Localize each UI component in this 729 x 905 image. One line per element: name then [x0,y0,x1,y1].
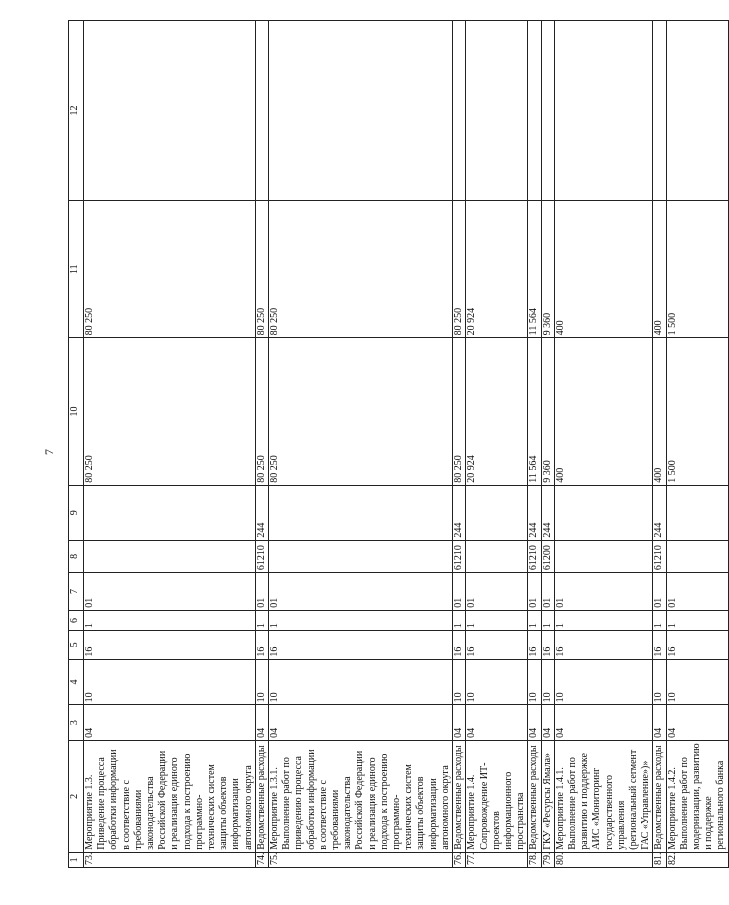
code-3: 04 [541,705,554,741]
amount-10: 20 924 [466,338,528,485]
amount-12 [453,21,466,201]
code-6: 1 [466,610,528,630]
header-cell: 3 [69,705,84,741]
amount-12 [466,21,528,201]
code-5: 16 [528,631,541,659]
code-9: 244 [255,485,268,540]
header-cell: 4 [69,659,84,705]
code-4: 10 [269,659,453,705]
code-9: 244 [541,485,554,540]
code-5: 16 [541,631,554,659]
code-7: 01 [466,573,528,611]
amount-10: 80 250 [453,338,466,485]
code-4: 10 [528,659,541,705]
amount-12 [554,21,653,201]
header-cell: 1 [69,852,84,867]
code-7: 01 [528,573,541,611]
amount-11: 80 250 [453,201,466,338]
header-cell: 2 [69,740,84,852]
header-cell: 7 [69,573,84,611]
table-row [453,21,466,868]
code-9 [84,485,256,540]
amount-12 [269,21,453,201]
code-3: 04 [666,705,728,741]
amount-11: 1 500 [666,201,728,338]
header-cell: 6 [69,610,84,630]
amount-11: 400 [554,201,653,338]
amount-11: 400 [653,201,666,338]
code-4: 10 [666,659,728,705]
code-3: 04 [554,705,653,741]
code-6: 1 [666,610,728,630]
item-name: Мероприятие 1.4.1. Выполнение работ по развитию и поддержке АИС «Мониторинг государственного управления (региональный сегмент ГАС «Управление»)» [554,740,653,852]
code-8 [269,540,453,573]
amount-10: 1 500 [666,338,728,485]
item-name: ГКУ «Ресурсы Ямала» [541,740,554,852]
code-6: 1 [255,610,268,630]
amount-11: 80 250 [255,201,268,338]
item-name: Мероприятие 1.4.2. Выполнение работ по модернизации, развитию и поддержке регионального банка [666,740,728,852]
header-cell: 10 [69,338,84,485]
amount-10: 80 250 [84,338,256,485]
amount-11: 20 924 [466,201,528,338]
code-8 [466,540,528,573]
amount-11: 11 564 [528,201,541,338]
code-5: 16 [255,631,268,659]
amount-10: 11 564 [528,338,541,485]
table-row [653,21,666,868]
code-3: 04 [653,705,666,741]
code-9 [269,485,453,540]
amount-12 [653,21,666,201]
code-5: 16 [466,631,528,659]
code-3: 04 [453,705,466,741]
row-number: 74. [255,852,268,867]
row-number: 75. [269,852,453,867]
amount-11: 80 250 [269,201,453,338]
code-8 [554,540,653,573]
code-8: 61200 [541,540,554,573]
amount-12 [528,21,541,201]
table-row [528,21,541,868]
code-9: 244 [453,485,466,540]
amount-12 [84,21,256,201]
code-8: 61210 [453,540,466,573]
code-9: 244 [528,485,541,540]
item-name: Мероприятие 1.4. Сопровождение ИТ-проектов информационного пространства [466,740,528,852]
code-4: 10 [84,659,256,705]
rotated-table-area [68,20,727,868]
code-7: 01 [255,573,268,611]
table-row [466,21,528,868]
row-number: 77. [466,852,528,867]
code-3: 04 [255,705,268,741]
code-4: 10 [466,659,528,705]
budget-table [68,20,729,868]
code-9 [666,485,728,540]
code-4: 10 [653,659,666,705]
amount-10: 80 250 [255,338,268,485]
code-5: 16 [653,631,666,659]
code-9 [466,485,528,540]
amount-12 [666,21,728,201]
code-3: 04 [466,705,528,741]
code-6: 1 [541,610,554,630]
code-4: 10 [255,659,268,705]
header-cell: 11 [69,201,84,338]
code-5: 16 [554,631,653,659]
amount-10: 80 250 [269,338,453,485]
code-3: 04 [528,705,541,741]
code-7: 01 [653,573,666,611]
code-7: 01 [84,573,256,611]
code-5: 16 [453,631,466,659]
row-number: 76. [453,852,466,867]
code-6: 1 [453,610,466,630]
table-row [554,21,653,868]
code-7: 01 [453,573,466,611]
code-3: 04 [269,705,453,741]
header-cell: 12 [69,21,84,201]
row-number: 79. [541,852,554,867]
header-cell: 8 [69,540,84,573]
amount-12 [255,21,268,201]
header-cell: 5 [69,631,84,659]
row-number: 82. [666,852,728,867]
code-6: 1 [528,610,541,630]
code-6: 1 [554,610,653,630]
code-3: 04 [84,705,256,741]
code-8: 61210 [653,540,666,573]
row-number: 80. [554,852,653,867]
code-6: 1 [269,610,453,630]
header-row [69,21,84,868]
amount-10: 400 [653,338,666,485]
table-body [69,21,729,868]
table-row [666,21,728,868]
header-cell: 9 [69,485,84,540]
code-7: 01 [554,573,653,611]
row-number: 78. [528,852,541,867]
code-7: 01 [666,573,728,611]
code-8: 61210 [528,540,541,573]
amount-10: 9 360 [541,338,554,485]
code-6: 1 [653,610,666,630]
item-name: Ведомственные расходы [528,740,541,852]
row-number: 73. [84,852,256,867]
code-7: 01 [269,573,453,611]
table-row [84,21,256,868]
item-name: Ведомственные расходы [453,740,466,852]
table-row [541,21,554,868]
code-8 [666,540,728,573]
code-5: 16 [666,631,728,659]
row-number: 81. [653,852,666,867]
code-6: 1 [84,610,256,630]
item-name: Мероприятие 1.3.1. Выполнение работ по приведению процесса обработки информации в соответствие с требованиями законодательства Российской Федерации и реализация единого подхода к построению программно-технических систем защиты объектов информатизации автономного округа [269,740,453,852]
page-number: 7 [42,449,56,455]
code-8 [84,540,256,573]
item-name: Ведомственные расходы [255,740,268,852]
table-row [255,21,268,868]
code-9 [554,485,653,540]
amount-10: 400 [554,338,653,485]
code-9: 244 [653,485,666,540]
item-name: Ведомственные расходы [653,740,666,852]
amount-11: 80 250 [84,201,256,338]
code-5: 16 [269,631,453,659]
code-5: 16 [84,631,256,659]
amount-11: 9 360 [541,201,554,338]
table-row [269,21,453,868]
amount-12 [541,21,554,201]
code-8: 61210 [255,540,268,573]
code-4: 10 [453,659,466,705]
item-name: Мероприятие 1.3. Приведение процесса обработки информации в соответствие с требованиями законодательства Российской Федерации и реализация единого подхода к построению программно-технических систем защиты объектов информатизации автономного округа [84,740,256,852]
code-4: 10 [554,659,653,705]
code-7: 01 [541,573,554,611]
code-4: 10 [541,659,554,705]
